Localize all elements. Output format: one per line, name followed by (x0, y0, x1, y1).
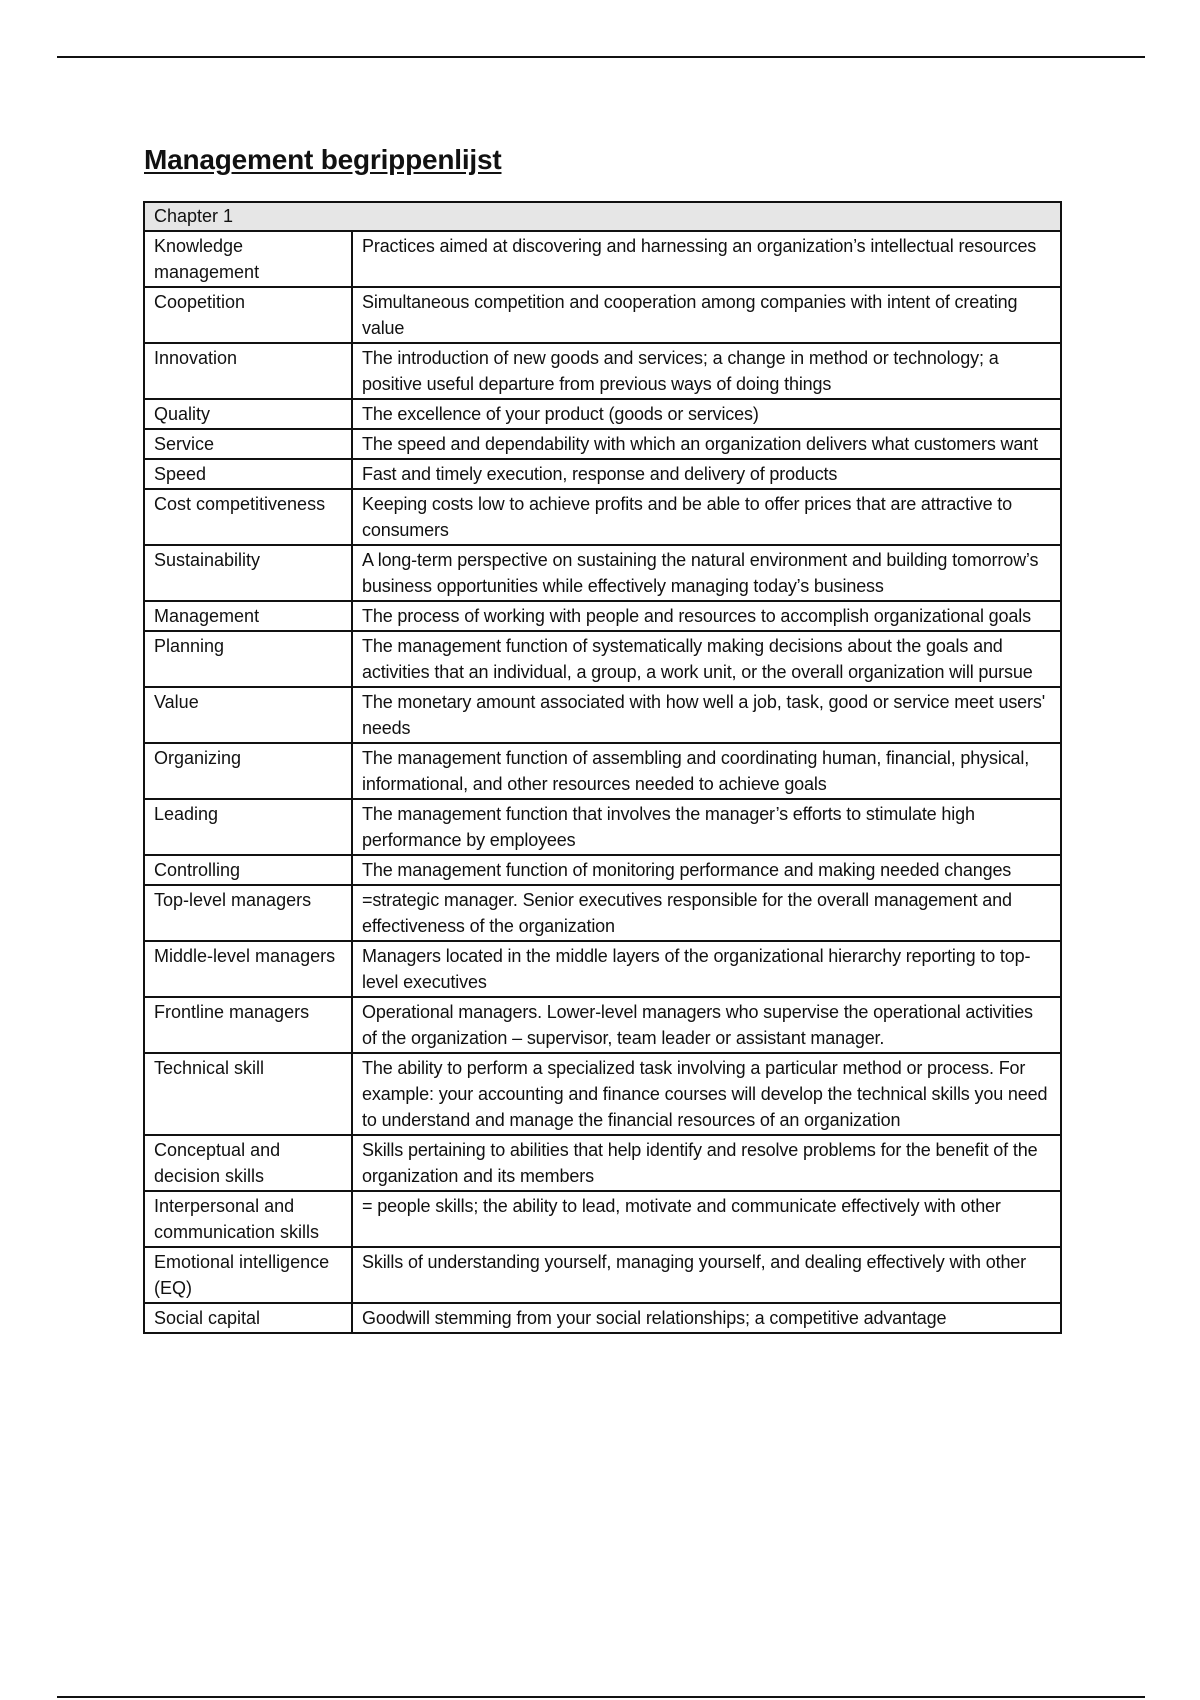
definition-cell: The management function of systematically making decisions about the goals and activities that an individual, a group, a work unit, or the overall organization will pursue (352, 631, 1061, 687)
term-cell: Value (144, 687, 352, 743)
definition-cell: The ability to perform a specialized task involving a particular method or process. For example: your accounting and finance courses will develop the technical skills you need to understand and manage the financial resources of an organization (352, 1053, 1061, 1135)
term-cell: Leading (144, 799, 352, 855)
definition-cell: The management function of assembling and coordinating human, financial, physical, informational, and other resources needed to achieve goals (352, 743, 1061, 799)
table-row (144, 885, 1061, 941)
definition-cell: Simultaneous competition and cooperation among companies with intent of creating value (352, 287, 1061, 343)
glossary-table (143, 201, 1062, 1334)
term-cell: Sustainability (144, 545, 352, 601)
footer-rule (57, 1696, 1145, 1698)
term-cell: Planning (144, 631, 352, 687)
chapter-header-row (144, 202, 1061, 231)
chapter-label: Chapter 1 (144, 202, 1061, 231)
table-row (144, 489, 1061, 545)
definition-cell: Goodwill stemming from your social relationships; a competitive advantage (352, 1303, 1061, 1333)
definition-cell: Skills pertaining to abilities that help identify and resolve problems for the benefit of the organization and its members (352, 1135, 1061, 1191)
table-row (144, 855, 1061, 885)
definition-cell: = people skills; the ability to lead, motivate and communicate effectively with other (352, 1191, 1061, 1247)
table-row (144, 231, 1061, 287)
term-cell: Knowledge management (144, 231, 352, 287)
page-title: Management begrippenlijst (144, 144, 502, 175)
definition-cell: The excellence of your product (goods or services) (352, 399, 1061, 429)
definition-cell: Fast and timely execution, response and delivery of products (352, 459, 1061, 489)
definition-cell: The speed and dependability with which an organization delivers what customers want (352, 429, 1061, 459)
definition-cell: Operational managers. Lower-level managers who supervise the operational activities of the organization – supervisor, team leader or assistant manager. (352, 997, 1061, 1053)
definition-cell: The management function of monitoring performance and making needed changes (352, 855, 1061, 885)
table-row (144, 799, 1061, 855)
term-cell: Conceptual and decision skills (144, 1135, 352, 1191)
table-row (144, 287, 1061, 343)
definition-cell: The monetary amount associated with how well a job, task, good or service meet users' needs (352, 687, 1061, 743)
definition-cell: Skills of understanding yourself, managing yourself, and dealing effectively with other (352, 1247, 1061, 1303)
definition-cell: A long-term perspective on sustaining the natural environment and building tomorrow’s business opportunities while effectively managing today’s business (352, 545, 1061, 601)
definition-cell: The management function that involves the manager’s efforts to stimulate high performance by employees (352, 799, 1061, 855)
term-cell: Social capital (144, 1303, 352, 1333)
table-row (144, 1053, 1061, 1135)
table-row (144, 545, 1061, 601)
term-cell: Middle-level managers (144, 941, 352, 997)
table-row (144, 429, 1061, 459)
table-row (144, 1247, 1061, 1303)
table-row (144, 997, 1061, 1053)
definition-cell: =strategic manager. Senior executives responsible for the overall management and effectiveness of the organization (352, 885, 1061, 941)
definition-cell: Practices aimed at discovering and harnessing an organization’s intellectual resources (352, 231, 1061, 287)
table-row (144, 343, 1061, 399)
term-cell: Technical skill (144, 1053, 352, 1135)
table-row (144, 631, 1061, 687)
table-row (144, 601, 1061, 631)
table-row (144, 1191, 1061, 1247)
term-cell: Emotional intelligence (EQ) (144, 1247, 352, 1303)
definition-cell: Managers located in the middle layers of the organizational hierarchy reporting to top-level executives (352, 941, 1061, 997)
table-row (144, 743, 1061, 799)
header-rule (57, 56, 1145, 58)
term-cell: Organizing (144, 743, 352, 799)
term-cell: Top-level managers (144, 885, 352, 941)
table-row (144, 459, 1061, 489)
table-row (144, 1135, 1061, 1191)
table-row (144, 687, 1061, 743)
term-cell: Cost competitiveness (144, 489, 352, 545)
definition-cell: The process of working with people and resources to accomplish organizational goals (352, 601, 1061, 631)
term-cell: Coopetition (144, 287, 352, 343)
definition-cell: The introduction of new goods and services; a change in method or technology; a positive useful departure from previous ways of doing things (352, 343, 1061, 399)
term-cell: Innovation (144, 343, 352, 399)
term-cell: Service (144, 429, 352, 459)
definition-cell: Keeping costs low to achieve profits and be able to offer prices that are attractive to consumers (352, 489, 1061, 545)
term-cell: Controlling (144, 855, 352, 885)
term-cell: Frontline managers (144, 997, 352, 1053)
table-row (144, 1303, 1061, 1333)
term-cell: Interpersonal and communication skills (144, 1191, 352, 1247)
term-cell: Speed (144, 459, 352, 489)
term-cell: Quality (144, 399, 352, 429)
table-row (144, 399, 1061, 429)
table-row (144, 941, 1061, 997)
term-cell: Management (144, 601, 352, 631)
